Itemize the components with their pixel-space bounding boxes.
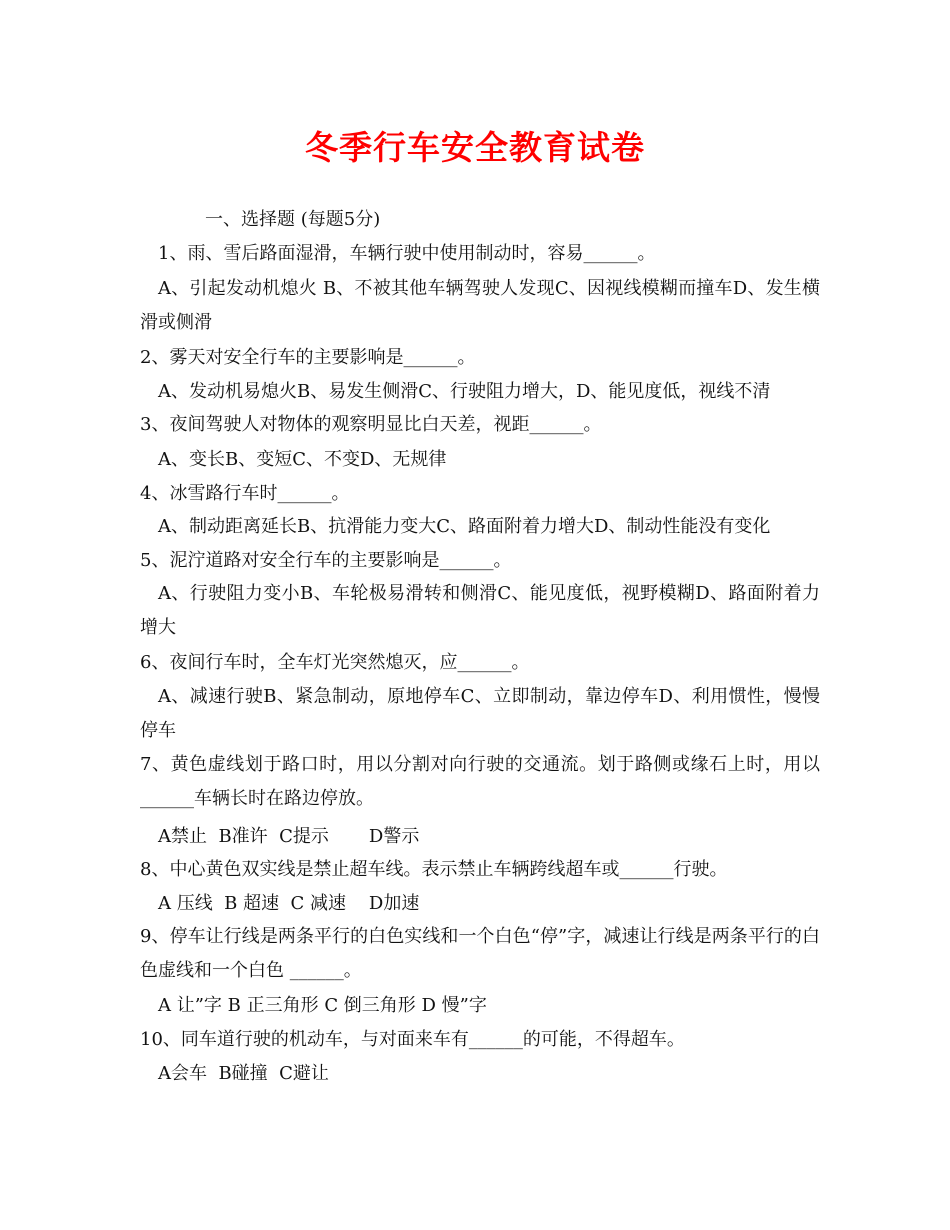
options-9: A 让”字 B 正三角形 C 倒三角形 D 慢”字 — [158, 995, 487, 1016]
options-3: A、变长B、变短C、不变D、无规律 — [158, 449, 447, 470]
options-5: A、行驶阻力变小B、车轮极易滑转和侧滑C、能见度低，视野模糊D、路面附着力增大 — [140, 583, 820, 638]
section-heading: 一、选择题 (每题5分) — [205, 209, 381, 230]
question-4: 4、冰雪路行车时______。 — [140, 483, 350, 504]
options-1: A、引起发动机熄火 B、不被其他车辆驾驶人发现C、因视线模糊而撞车D、发生横滑或侧滑 — [140, 278, 820, 333]
page-title: 冬季行车安全教育试卷 — [305, 128, 645, 167]
question-8: 8、中心黄色双实线是禁止超车线。表示禁止车辆跨线超车或______行驶。 — [140, 859, 728, 880]
question-3: 3、夜间驾驶人对物体的观察明显比白天差，视距______。 — [140, 414, 602, 435]
options-8: A 压线 B 超速 C 减速 D加速 — [158, 893, 420, 914]
question-9: 9、停车让行线是两条平行的白色实线和一个白色“停”字，减速让行线是两条平行的白色虚线和一个白色 ______。 — [140, 926, 820, 981]
question-6: 6、夜间行车时，全车灯光突然熄灭，应______。 — [140, 652, 530, 673]
options-6: A、减速行驶B、紧急制动，原地停车C、立即制动，靠边停车D、利用惯性，慢慢停车 — [140, 686, 820, 741]
question-1: 1、雨、雪后路面湿滑，车辆行驶中使用制动时，容易______。 — [158, 243, 656, 264]
question-2: 2、雾天对安全行车的主要影响是______。 — [140, 347, 476, 368]
question-10: 10、同车道行驶的机动车，与对面来车有______的可能，不得超车。 — [140, 1029, 685, 1050]
options-10: A会车 B碰撞 C避让 — [158, 1063, 329, 1084]
question-5: 5、泥泞道路对安全行车的主要影响是______。 — [140, 550, 512, 571]
options-7: A禁止 B准许 C提示 D警示 — [158, 826, 420, 847]
question-7: 7、黄色虚线划于路口时，用以分割对向行驶的交通流。划于路侧或缘石上时，用以______车辆长时在路边停放。 — [140, 754, 820, 809]
options-2: A、发动机易熄火B、易发生侧滑C、行驶阻力增大，D、能见度低，视线不清 — [158, 381, 771, 402]
options-4: A、制动距离延长B、抗滑能力变大C、路面附着力增大D、制动性能没有变化 — [158, 516, 771, 537]
